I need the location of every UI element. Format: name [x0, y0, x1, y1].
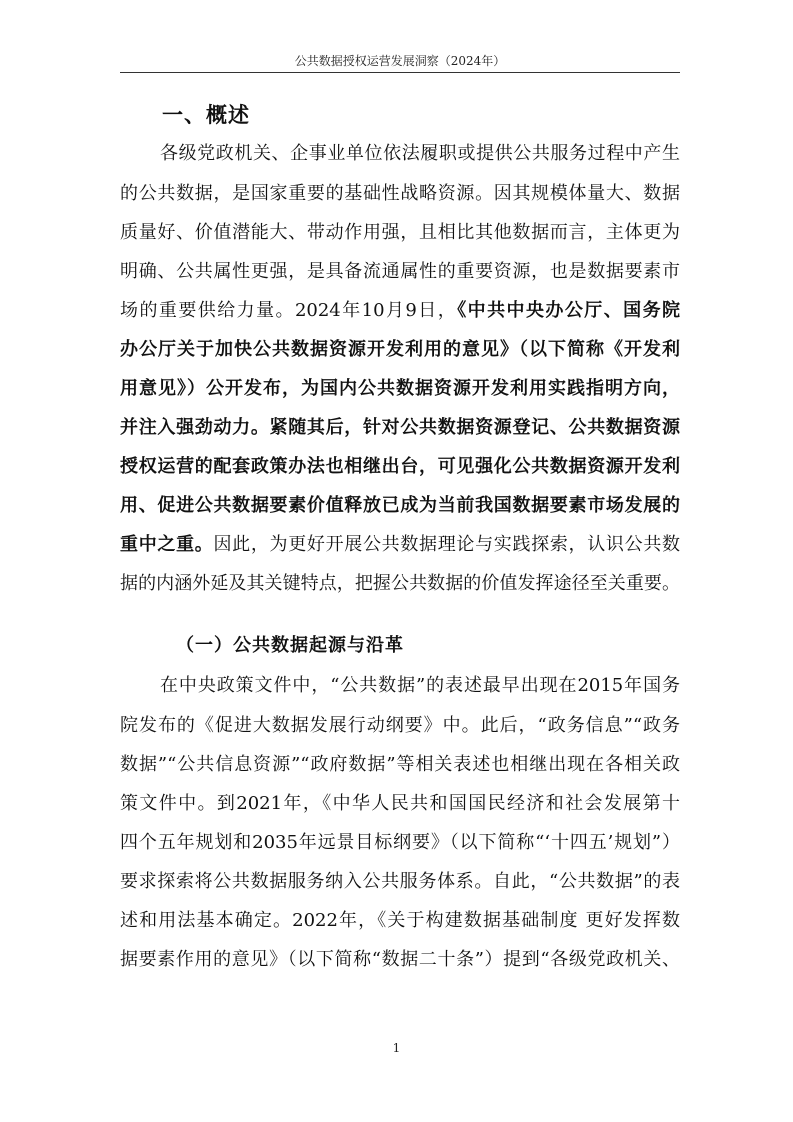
text-line: 四个五年规划和2035年远景目标纲要》（以下简称“‘十四五’规划”） [120, 832, 680, 853]
text-line [120, 298, 680, 324]
bold-text-line: 授权运营的配套政策办法也相继出台，可见强化公共数据资源开发利 [120, 456, 680, 477]
text-line: 述和用法基本确定。2022年，《关于构建数据基础制度 更好发挥数 [120, 910, 680, 931]
text-line: 明确、公共属性更强，是具备流通属性的重要资源，也是数据要素市 [120, 261, 680, 282]
bold-text-line: 办公厅关于加快公共数据资源开发利用的意见》（以下简称《开发利 [120, 339, 680, 360]
bold-text-run: 《中共中央办公厅、国务院 [457, 300, 681, 321]
text-line [120, 532, 680, 558]
subsection-heading: （一）公共数据起源与沿革 [176, 635, 404, 656]
text-run: 因此，为更好开展公共数据理论与实践探索，认识公共数 [213, 534, 681, 555]
text-line: 各级党政机关、企事业单位依法履职或提供公共服务过程中产生 [160, 143, 680, 164]
text-line: 策文件中。到2021年，《中华人民共和国国民经济和社会发展第十 [120, 793, 680, 814]
text-line: 据要素作用的意见》（以下简称“数据二十条”）提到“各级党政机关、 [120, 949, 680, 970]
section-heading: 一、概述 [162, 103, 250, 127]
text-line: 在中央政策文件中，“公共数据”的表述最早出现在2015年国务 [160, 675, 680, 696]
text-line: 的公共数据，是国家重要的基础性战略资源。因其规模体量大、数据 [120, 183, 680, 204]
text-line: 数据”“公共信息资源”“政府数据”等相关表述也相继出现在各相关政 [120, 754, 680, 775]
running-header: 公共数据授权运营发展洞察（2024年） [294, 54, 506, 68]
bold-text-line: 并注入强劲动力。紧随其后，针对公共数据资源登记、公共数据资源 [120, 417, 680, 438]
text-run: 场的重要供给力量。2024年10月9日， [120, 300, 458, 321]
page-number: 1 [392, 1041, 401, 1055]
text-line: 要求探索将公共数据服务纳入公共服务体系。自此，“公共数据”的表 [120, 871, 680, 892]
text-line: 质量好、价值潜能大、带动作用强，且相比其他数据而言，主体更为 [120, 222, 680, 243]
text-line: 据的内涵外延及其关键特点，把握公共数据的价值发挥途径至关重要。 [120, 573, 680, 594]
text-line: 院发布的《促进大数据发展行动纲要》中。此后，“政务信息”“政务 [120, 715, 680, 736]
header-rule [120, 72, 680, 73]
bold-text-line: 用意见》）公开发布，为国内公共数据资源开发利用实践指明方向， [120, 378, 680, 399]
bold-text-line: 用、促进公共数据要素价值释放已成为当前我国数据要素市场发展的 [120, 495, 680, 516]
bold-text-run: 重中之重。 [120, 534, 214, 555]
